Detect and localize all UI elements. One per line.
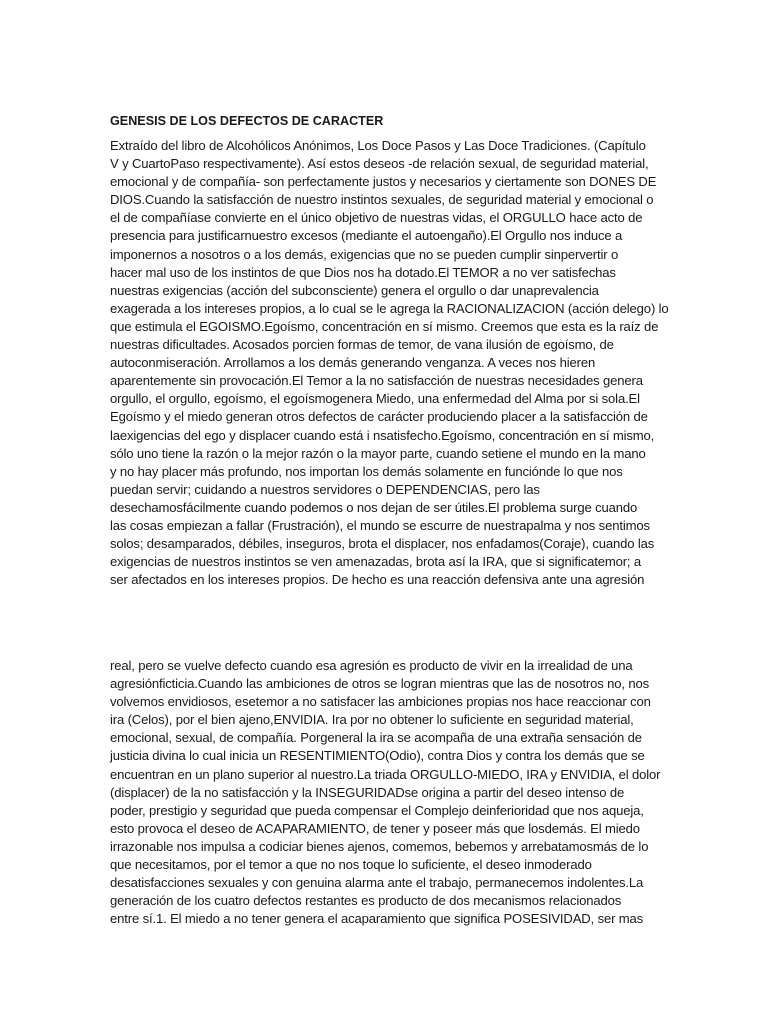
text-line: agresiónficticia.Cuando las ambiciones de otros se logran mientras que las de nosotros no, nos: [110, 676, 650, 692]
text-line: hacer mal uso de los instintos de que Dios nos ha dotado.El TEMOR a no ver satisfechas: [110, 264, 616, 280]
text-line: laexigencias del ego y displacer cuando está i nsatisfecho.Egoísmo, concentración en sí mismo,: [110, 427, 655, 443]
text-line: puedan servir; cuidando a nuestros servidores o DEPENDENCIAS, pero las: [110, 481, 540, 497]
text-line: volvemos envidiosos, esetemor a no satisfacer las ambiciones propias nos hace reaccionar con: [110, 694, 651, 710]
text-line: Extraído del libro de Alcohólicos Anónimos, Los Doce Pasos y Las Doce Tradiciones. (Capítulo: [110, 138, 646, 153]
text-line: emocional y de compañía- son perfectamente justos y necesarios y ciertamente son DONES DE: [110, 174, 657, 190]
text-line: generación de los cuatro defectos restantes es producto de dos mecanismos relacionados: [110, 893, 622, 909]
text-line: exagerada a los intereses propios, a lo cual se le agrega la RACIONALIZACION (acción delego) lo: [110, 300, 669, 316]
text-line: poder, prestigio y seguridad que pueda compensar el Complejo deinferioridad que nos aqueja,: [110, 802, 644, 818]
paragraph-block-1: [110, 137, 670, 589]
text-line: encuentran en un plano superior al nuestro.La triada ORGULLO-MIEDO, IRA y ENVIDIA, el dolor: [110, 766, 661, 782]
text-line: desatisfacciones sexuales y con genuina alarma ante el trabajo, permanecemos indolentes.La: [110, 875, 644, 891]
text-line: emocional, sexual, de compañía. Porgeneral la ira se acompaña de una extraña sensación de: [110, 730, 642, 746]
text-line: imponernos a nosotros o a los demás, exigencias que no se pueden cumplir sinpervertir o: [110, 246, 619, 262]
text-line: V y CuartoPaso respectivamente). Así estos deseos -de relación sexual, de seguridad material,: [110, 156, 649, 172]
text-line: aparentemente sin provocación.El Temor a la no satisfacción de nuestras necesidades genera: [110, 373, 643, 389]
text-line: exigencias de nuestros instintos se ven amenazadas, brota así la IRA, que si significatemor; a: [110, 554, 642, 570]
text-line: autoconmiseración. Arrollamos a los demás generando venganza. A veces nos hieren: [110, 355, 596, 371]
text-line: (displacer) de la no satisfacción y la INSEGURIDADse origina a partir del deseo intenso de: [110, 784, 625, 800]
text-line: ser afectados en los intereses propios. De hecho es una reacción defensiva ante una agresión: [110, 572, 645, 588]
text-line: justicia divina lo cual inicia un RESENTIMIENTO(Odio), contra Dios y contra los demás que se: [110, 748, 645, 764]
text-line: esto provoca el deseo de ACAPARAMIENTO, de tener y poseer más que losdemás. El miedo: [110, 820, 640, 836]
text-line: que necesitamos, por el temor a que no nos toque lo suficiente, el deseo inmoderado: [110, 857, 592, 873]
text-line: Egoísmo y el miedo generan otros defectos de carácter produciendo placer a la satisfacción de: [110, 409, 648, 425]
text-line: irrazonable nos impulsa a codiciar bienes ajenos, comemos, bebemos y arrebatamosmás de lo: [110, 838, 649, 854]
text-line: real, pero se vuelve defecto cuando esa agresión es producto de vivir en la irrealidad de una: [110, 658, 633, 673]
text-line: DIOS.Cuando la satisfacción de nuestro instintos sexuales, de seguridad material y emocional o: [110, 192, 654, 208]
paragraph-block-2: [110, 657, 670, 928]
text-line: ira (Celos), por el bien ajeno,ENVIDIA. Ira por no obtener lo suficiente en seguridad material,: [110, 712, 634, 728]
text-line: solos; desamparados, débiles, inseguros, brota el displacer, nos enfadamos(Coraje), cuando las: [110, 536, 655, 552]
text-line: las cosas empiezan a fallar (Frustración), el mundo se escurre de nuestrapalma y nos sentimos: [110, 517, 650, 533]
text-line: sólo uno tiene la razón o la mejor razón o la mayor parte, cuando setiene el mundo en la mano: [110, 445, 646, 461]
text-line: nuestras exigencias (acción del subconsciente) genera el orgullo o dar unaprevalencia: [110, 282, 599, 298]
text-line: nuestras dificultades. Acosados porcien formas de temor, de vana ilusión de egoísmo, de: [110, 337, 614, 353]
text-line: orgullo, el orgullo, egoísmo, el egoísmogenera Miedo, una enfermedad del Alma por si sola.El: [110, 391, 640, 407]
text-line: y no hay placer más profundo, nos importan los demás solamente en funciónde lo que nos: [110, 463, 623, 479]
text-line: el de compañíase convierte en el único objetivo de nuestras vidas, el ORGULLO hace acto de: [110, 210, 643, 226]
text-line: entre sí.1. El miedo a no tener genera el acaparamiento que significa POSESIVIDAD, ser mas: [110, 911, 644, 927]
document-title: GENESIS DE LOS DEFECTOS DE CARACTER: [110, 114, 384, 128]
text-line: que estimula el EGOISMO.Egoísmo, concentración en sí mismo. Creemos que esta es la raíz de: [110, 318, 659, 334]
text-line: presencia para justificarnuestro excesos (mediante el autoengaño).El Orgullo nos induce a: [110, 228, 623, 244]
text-line: desechamosfácilmente cuando podemos o nos dejan de ser útiles.El problema surge cuando: [110, 499, 638, 515]
